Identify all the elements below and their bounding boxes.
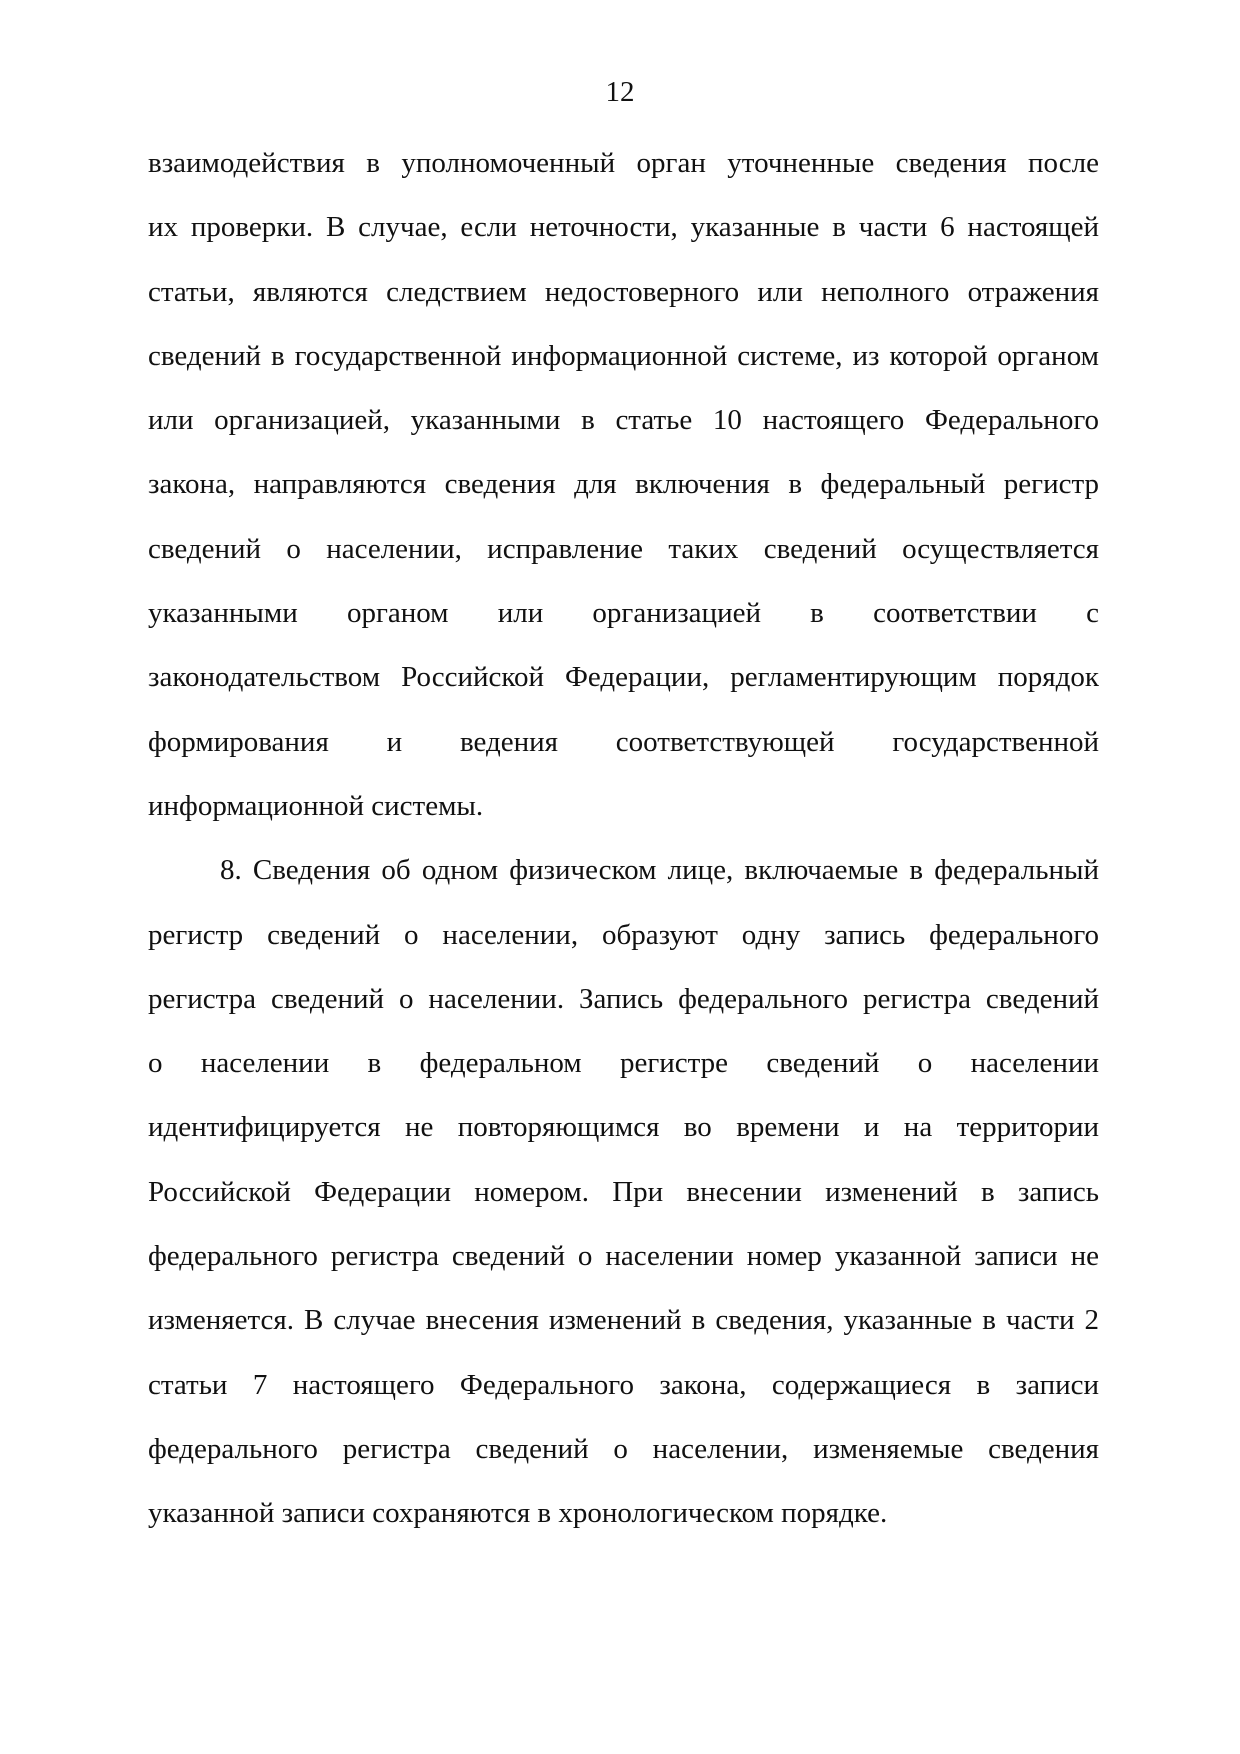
paragraph-8 — [148, 846, 1099, 1553]
text-line: указанными органом или организацией в соответствии с — [148, 597, 1099, 630]
text-line: законодательством Российской Федерации, регламентирующим порядок — [148, 661, 1099, 694]
text-line: закона, направляются сведения для включения в федеральный регистр — [148, 468, 1099, 501]
text-line: статьи, являются следствием недостоверного или неполного отражения — [148, 275, 1099, 308]
text-line: регистр сведений о населении, образуют одну запись федерального — [148, 918, 1099, 951]
text-line: регистра сведений о населении. Запись федерального регистра сведений — [148, 982, 1099, 1015]
paragraph-continued — [148, 139, 1099, 846]
text-line: их проверки. В случае, если неточности, указанные в части 6 настоящей — [148, 211, 1099, 244]
text-line: или организацией, указанными в статье 10 настоящего Федерального — [148, 404, 1099, 437]
text-line: идентифицируется не повторяющимся во времени и на территории — [148, 1111, 1099, 1144]
text-line: федерального регистра сведений о населении, изменяемые сведения — [148, 1432, 1099, 1465]
text-line: изменяется. В случае внесения изменений в сведения, указанные в части 2 — [148, 1304, 1099, 1337]
text-line: указанной записи сохраняются в хронологическом порядке. — [148, 1497, 888, 1530]
text-line: Российской Федерации номером. При внесении изменений в запись — [148, 1175, 1099, 1208]
text-line: 8. Сведения об одном физическом лице, включаемые в федеральный — [220, 854, 1099, 887]
text-line: о населении в федеральном регистре сведений о населении — [148, 1047, 1099, 1080]
text-line: информационной системы. — [148, 789, 484, 822]
document-body — [148, 139, 1099, 1554]
text-line: взаимодействия в уполномоченный орган уточненные сведения после — [148, 147, 1099, 179]
text-line: статьи 7 настоящего Федерального закона, содержащиеся в записи — [148, 1368, 1099, 1401]
page-number: 12 — [605, 76, 635, 108]
text-line: формирования и ведения соответствующей государственной — [148, 725, 1099, 758]
text-line: федерального регистра сведений о населении номер указанной записи не — [148, 1240, 1099, 1273]
text-line: сведений о населении, исправление таких сведений осуществляется — [148, 532, 1099, 565]
text-line: сведений в государственной информационной системе, из которой органом — [148, 339, 1099, 372]
